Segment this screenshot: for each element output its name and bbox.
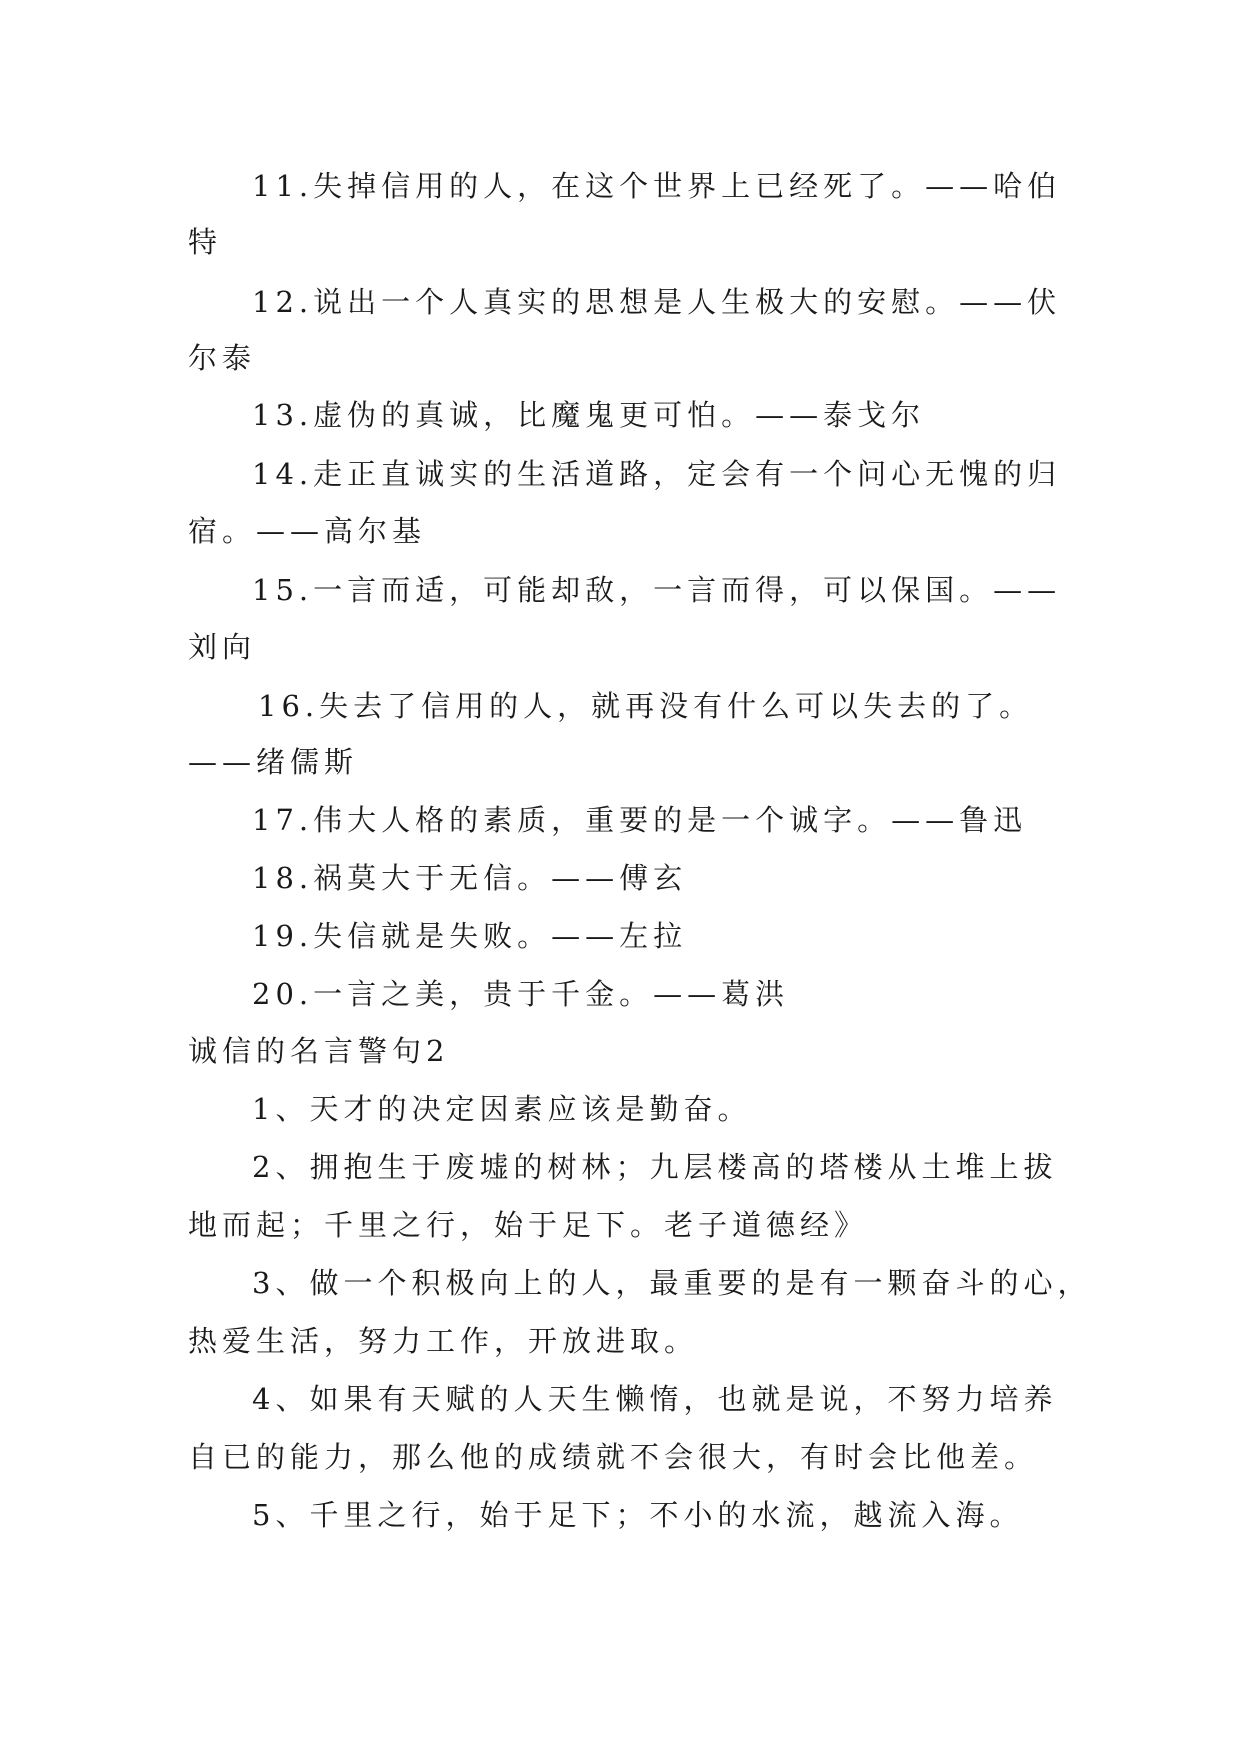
item-3-line-1: 3、做一个积极向上的人，最重要的是有一颗奋斗的心， bbox=[252, 1266, 1092, 1300]
quote-11-line-1: 11.失掉信用的人，在这个世界上已经死了。——哈伯 bbox=[252, 169, 1062, 203]
quote-15-line-1: 15.一言而适，可能却敌，一言而得，可以保国。—— bbox=[252, 573, 1062, 607]
item-2-line-2: 地而起；千里之行，始于足下。老子道德经》 bbox=[188, 1208, 869, 1242]
quote-11-line-2: 特 bbox=[188, 225, 223, 259]
quote-12-line-2: 尔泰 bbox=[188, 341, 257, 375]
section-heading: 诚信的名言警句2 bbox=[188, 1034, 450, 1068]
quote-19: 19.失信就是失败。——左拉 bbox=[252, 919, 688, 953]
quote-14-line-1: 14.走正直诚实的生活道路，定会有一个问心无愧的归 bbox=[252, 457, 1062, 491]
item-1: 1、天才的决定因素应该是勤奋。 bbox=[252, 1092, 752, 1126]
quote-17: 17.伟大人格的素质，重要的是一个诚字。——鲁迅 bbox=[252, 803, 1028, 837]
item-3-line-2: 热爱生活，努力工作，开放进取。 bbox=[188, 1324, 699, 1358]
quote-16-line-2: ——绪儒斯 bbox=[188, 745, 359, 779]
quote-12-line-1: 12.说出一个人真实的思想是人生极大的安慰。——伏 bbox=[252, 285, 1062, 319]
item-2-line-1: 2、拥抱生于废墟的树林；九层楼高的塔楼从土堆上拔 bbox=[252, 1150, 1058, 1184]
quote-15-line-2: 刘向 bbox=[188, 630, 257, 664]
item-4-line-2: 自已的能力，那么他的成绩就不会很大，有时会比他差。 bbox=[188, 1440, 1039, 1474]
quote-20: 20.一言之美，贵于千金。——葛洪 bbox=[252, 977, 790, 1011]
item-4-line-1: 4、如果有天赋的人天生懒惰，也就是说，不努力培养 bbox=[252, 1382, 1058, 1416]
item-5: 5、千里之行，始于足下；不小的水流，越流入海。 bbox=[252, 1498, 1024, 1532]
quote-18: 18.祸莫大于无信。——傅玄 bbox=[252, 861, 688, 895]
quote-13: 13.虚伪的真诚，比魔鬼更可怕。——泰戈尔 bbox=[252, 398, 926, 432]
quote-16-line-1: 16.失去了信用的人，就再没有什么可以失去的了。 bbox=[258, 689, 1034, 723]
quote-14-line-2: 宿。——高尔基 bbox=[188, 514, 427, 548]
